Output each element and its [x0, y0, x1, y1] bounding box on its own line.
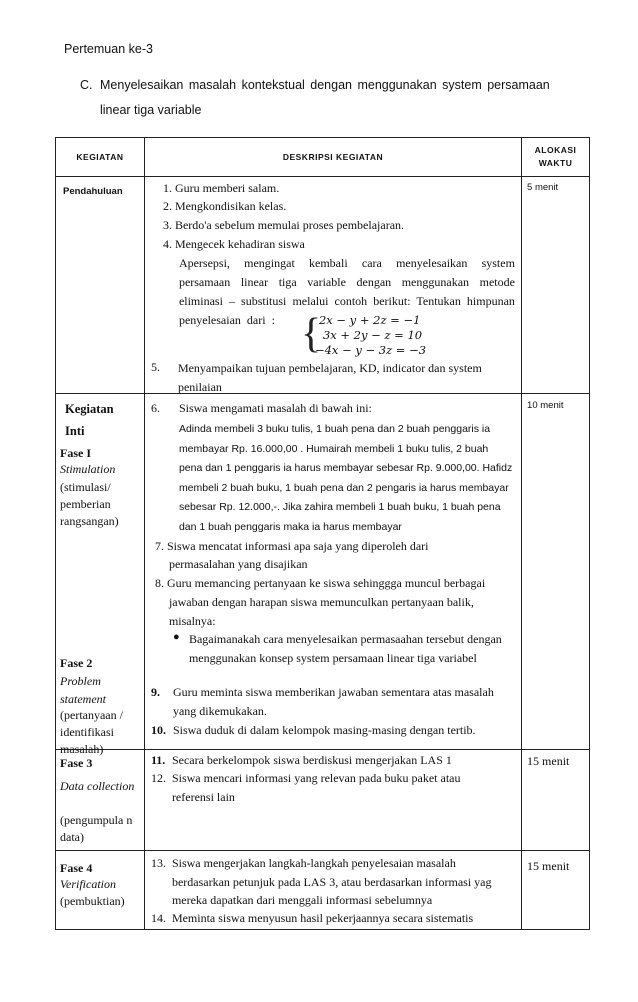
table-row-pendahuluan: [56, 177, 590, 394]
list-item-number: 14.: [150, 911, 166, 925]
header-kegiatan: KEGIATAN: [56, 138, 145, 177]
inti-label-1: Kegiatan: [65, 402, 114, 416]
table-header-row: [56, 138, 590, 177]
list-item: Siswa duduk di dalam kelompok masing-masing dengan tertib.: [172, 723, 476, 737]
fase2-title: Fase 2: [60, 656, 93, 670]
inti-label-2: Inti: [65, 424, 85, 438]
header-alokasi-line1: ALOKASI: [534, 145, 577, 155]
equation-1: 2x − y + 2z = −1: [318, 313, 421, 327]
list-item: Siswa mengerjakan langkah-langkah penyelesaian masalah: [171, 856, 456, 870]
list-item-cont: referensi lain: [171, 790, 235, 804]
list-item: Menyampaikan tujuan pembelajaran, KD, indicator dan system penilaian: [177, 361, 482, 394]
fase1-name: Stimulation: [60, 462, 116, 476]
list-item-cont: berdasarkan petunjuk pada LAS 3, atau berdasarkan informasi yag: [171, 875, 492, 889]
list-item: Secara berkelompok siswa berdiskusi mengerjakan LAS 1: [171, 753, 452, 767]
list-item-number: 12.: [150, 771, 166, 785]
fase1-desc: (stimulasi/ pemberian rangsangan): [60, 480, 119, 528]
section-title-line1: Menyelesaikan masalah kontekstual dengan menggunakan system persamaan: [100, 78, 550, 92]
list-item: Siswa mengamati masalah di bawah ini:: [178, 401, 372, 415]
problem-line: membayar Rp. 16.000,00 . Humairah membeli 1 buku tulis, 2 buah: [178, 442, 489, 455]
list-item: 3. Berdo'a sebelum memulai proses pembelajaran.: [162, 218, 405, 232]
meeting-label: Pertemuan ke-3: [64, 42, 153, 56]
problem-line: membeli 2 buah buku, 1 buah pena dan 2 pengaris ia harus membayar: [178, 481, 509, 494]
list-item-number: 11.: [150, 753, 166, 767]
fase3-time: 15 menit: [527, 754, 570, 768]
fase2-desc: (pertanyaan / identifikasi masalah): [60, 708, 123, 756]
fase3-desc: (pengumpula n data): [60, 813, 133, 844]
list-item: 1. Guru memberi salam.: [162, 181, 280, 195]
list-item: 2. Mengkondisikan kelas.: [162, 199, 287, 213]
section-letter: C.: [80, 78, 93, 92]
problem-line: Adinda membeli 3 buku tulis, 1 buah pena dan 2 buah penggaris ia: [178, 423, 491, 435]
activity-table: [55, 137, 590, 930]
table-row-fase4: [56, 851, 590, 930]
fase4-title: Fase 4: [60, 861, 93, 875]
fase3-title: Fase 3: [60, 756, 93, 770]
fase3-name: Data collection: [60, 779, 135, 793]
pendahuluan-time: 5 menit: [527, 182, 559, 193]
fase4-desc: (pembuktian): [60, 894, 125, 908]
fase2-name: Problem statement: [60, 674, 106, 706]
bullet-item-cont: menggunakan konsep system persamaan linear tiga variabel: [188, 651, 477, 665]
bullet-icon: ●: [172, 631, 180, 643]
list-item-cont: mereka dapatkan dari menggali informasi sebelumnya: [171, 893, 433, 907]
equation-3: −4x − y − 3z = −3: [314, 343, 427, 357]
problem-line: dan 1 buah penggaris maka ia harus membayar: [178, 520, 402, 533]
problem-line: pena dan 1 penggaris ia harus membayar sebesar Rp. 9.000,00. Hafidz: [178, 462, 513, 474]
inti-time: 10 menit: [527, 400, 564, 411]
bullet-item: Bagaimanakah cara menyelesaikan permasaahan tersebut dengan: [188, 632, 502, 646]
list-item: Guru meminta siswa memberikan jawaban sementara atas masalah: [172, 685, 494, 699]
list-item: 4. Mengecek kehadiran siswa: [162, 237, 305, 251]
list-item-number: 10.: [150, 723, 166, 737]
list-item: Meminta siswa menyusun hasil pekerjaannya secara sistematis: [171, 911, 474, 925]
fase4-time: 15 menit: [527, 859, 570, 873]
list-item-number: 5.: [150, 360, 160, 374]
list-item: 8. Guru memancing pertanyaan ke siswa sehinggga muncul berbagai: [154, 576, 486, 590]
list-item: 7. Siswa mencatat informasi apa saja yang diperoleh dari: [154, 539, 429, 553]
header-deskripsi: DESKRIPSI KEGIATAN: [144, 138, 521, 177]
table-row-inti: [56, 394, 590, 750]
pendahuluan-label: Pendahuluan: [63, 186, 123, 197]
fase1-title: Fase I: [60, 446, 91, 460]
list-item-cont: jawaban dengan harapan siswa memunculkan pertanyaan balik,: [168, 595, 474, 609]
fase4-name: Verification: [60, 877, 116, 891]
system-brace: {: [300, 311, 322, 357]
table-row-fase3: [56, 750, 590, 851]
list-item: Siswa mencari informasi yang relevan pada buku paket atau: [171, 771, 461, 785]
header-alokasi-line2: WAKTU: [538, 158, 573, 168]
list-item-number: 9.: [150, 685, 160, 699]
header-alokasi: [522, 138, 590, 177]
list-item-cont: permasalahan yang disajikan: [168, 557, 308, 571]
equation-2: 3x + 2y − z = 10: [322, 328, 423, 342]
apersepsi-text: Apersepsi, mengingat kembali cara menyelesaikan system persamaan linear tiga variable dengan menggunakan metode eliminasi – substitusi melalui contoh berikut: Tentukan himpunan penyelesaian dari :: [178, 256, 515, 327]
list-item-cont: misalnya:: [168, 614, 216, 628]
problem-line: sebesar Rp. 12.000,-. Jika zahira membeli 1 buah buku, 1 buah pena: [178, 501, 501, 513]
list-item-cont: yang dikemukakan.: [172, 704, 267, 718]
section-title-line2: linear tiga variable: [100, 103, 202, 117]
problem-text: [179, 420, 512, 537]
list-item-number: 6.: [150, 401, 160, 415]
list-item-number: 13.: [150, 856, 166, 870]
